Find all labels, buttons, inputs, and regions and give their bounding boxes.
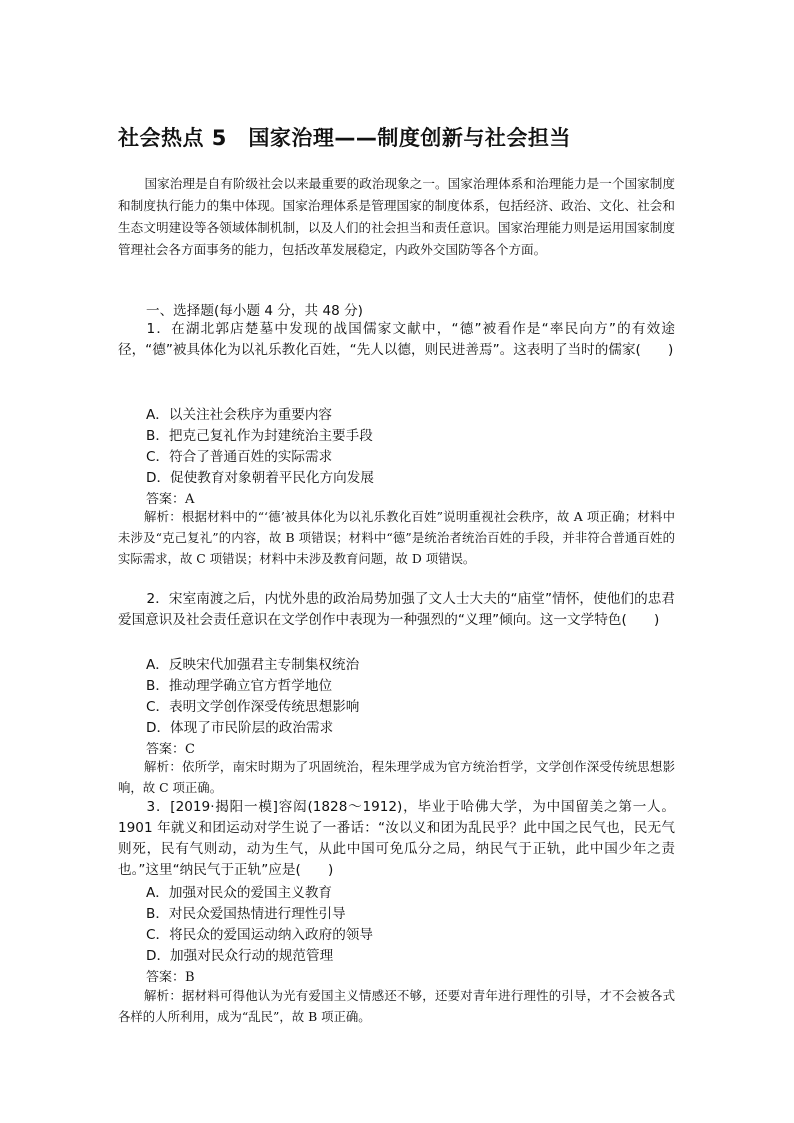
question-3-option-c: C．将民众的爱国运动纳入政府的领导 [146,927,373,943]
question-2-stem: 2．宋室南渡之后，内忧外患的政治局势加强了文人士大夫的“庙堂”情怀，使他们的忠君爱国意识及社会责任意识在文学创作中表现为一种强烈的“义理”倾向。这一文学特色( ) [118,591,675,628]
question-3-stem: 3．[2019·揭阳一模]容闳(1828～1912)，毕业于哈佛大学，为中国留美之第一人。1901 年就义和团运动对学生说了一番话：“汝以义和团为乱民乎？此中国之民气也，民无气则死，民有气则动，动为生气，从此中国可免瓜分之局，纳民气于正轨，此中国少年之责也。”这里“纳民气于正轨”应是( ) [118,799,675,878]
question-1-explanation: 解析：根据材料中的“‘德’被具体化为以礼乐教化百姓”说明重视社会秩序，故 A 项正确；材料中未涉及“克己复礼”的内容，故 B 项错误；材料中“德”是统治者统治百姓的手段，并非符合普通百姓的实际需求，故 C 项错误；材料中未涉及教育问题，故 D 项错误。 [118,509,675,566]
intro-paragraph: 国家治理是自有阶级社会以来最重要的政治现象之一。国家治理体系和治理能力是一个国家制度和制度执行能力的集中体现。国家治理体系是管理国家的制度体系，包括经济、政治、文化、社会和生态文明建设等各领域体制机制，以及人们的社会担当和责任意识。国家治理能力则是运用国家制度管理社会各方面事务的能力，包括改革发展稳定，内政外交国防等各个方面。 [118,176,675,257]
question-1-option-b: B．把克己复礼作为封建统治主要手段 [146,428,373,444]
question-1-option-c: C．符合了普通百姓的实际需求 [146,449,333,465]
section-heading: 一、选择题(每小题 4 分，共 48 分) [146,303,363,319]
question-2-answer: 答案：C [146,742,195,757]
question-3-explanation: 解析：据材料可得他认为光有爱国主义情感还不够，还要对青年进行理性的引导，才不会被各式各样的人所利用，成为“乱民”，故 B 项正确。 [118,988,675,1024]
question-2-option-b: B．推动理学确立官方哲学地位 [146,678,333,694]
question-2-option-c: C．表明文学创作深受传统思想影响 [146,699,360,715]
question-1-answer: 答案：A [146,492,195,507]
question-2-explanation: 解析：依所学，南宋时期为了巩固统治，程朱理学成为官方统治哲学，文学创作深受传统思想影响，故 C 项正确。 [118,759,675,795]
question-3-option-d: D．加强对民众行动的规范管理 [146,948,334,964]
question-3-option-a: A．加强对民众的爱国主义教育 [146,885,333,901]
question-1-option-a: A．以关注社会秩序为重要内容 [146,407,333,423]
question-1-option-d: D．促使教育对象朝着平民化方向发展 [146,470,374,486]
question-3-option-b: B．对民众爱国热情进行理性引导 [146,906,346,922]
question-2-option-d: D．体现了市民阶层的政治需求 [146,720,334,736]
question-1-stem: 1．在湖北郭店楚墓中发现的战国儒家文献中，“德”被看作是“率民向方”的有效途径，“德”被具体化为以礼乐教化百姓，“先人以德，则民进善焉”。这表明了当时的儒家( ) [118,321,675,358]
question-2-option-a: A．反映宋代加强君主专制集权统治 [146,657,360,673]
question-3-answer: 答案：B [146,970,195,985]
page-title: 社会热点 5 国家治理——制度创新与社会担当 [118,126,571,150]
